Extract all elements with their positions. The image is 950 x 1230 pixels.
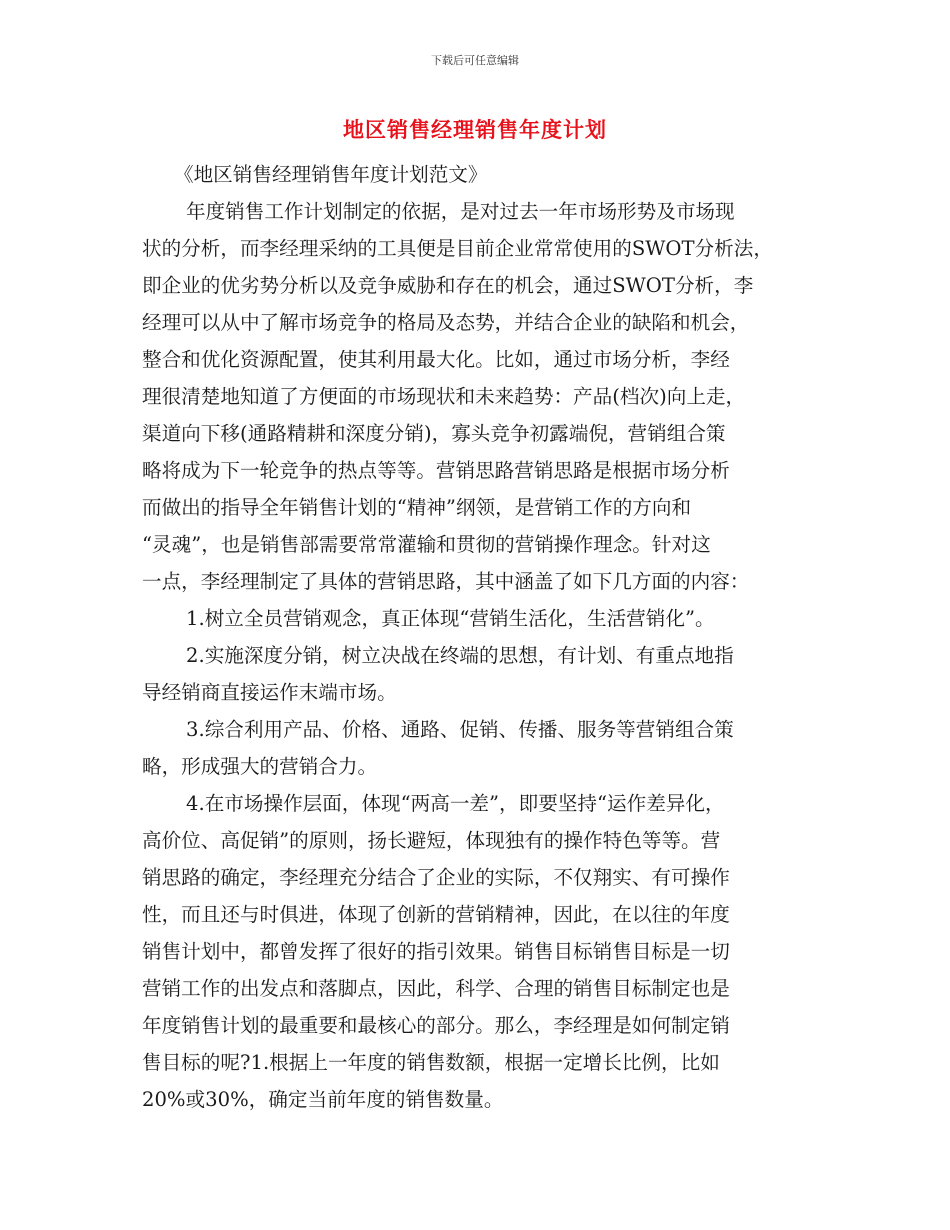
document-body: [142, 156, 814, 1118]
paragraph-line: 状的分析，而李经理采纳的工具便是目前企业常常使用的SWOT分析法，: [142, 237, 773, 260]
paragraph-line: 售目标的呢?1.根据上一年度的销售数额，根据一定增长比例，比如: [142, 1051, 720, 1074]
subtitle-line: 《地区销售经理销售年度计划范文》: [174, 163, 488, 186]
paragraph-line: 性，而且还与时俱进，体现了创新的营销精神，因此，在以往的年度: [142, 903, 730, 926]
paragraph-line: 而做出的指导全年销售计划的“精神”纲领，是营销工作的方向和: [142, 496, 692, 519]
list-item-2-cont: 导经销商直接运作末端市场。: [142, 681, 397, 704]
list-item-1: 1.树立全员营销观念，真正体现“营销生活化，生活营销化”。: [186, 607, 715, 630]
paragraph-line: 销思路的确定，李经理充分结合了企业的实际，不仅翔实、有可操作: [142, 866, 730, 889]
paragraph-line: 略将成为下一轮竞争的热点等等。营销思路营销思路是根据市场分析: [142, 459, 730, 482]
paragraph-line: 营销工作的出发点和落脚点，因此，科学、合理的销售目标制定也是: [142, 977, 730, 1000]
list-item-4: 4.在市场操作层面，体现“两高一差”，即要坚持“运作差异化，: [186, 792, 725, 815]
list-item-3-cont: 略，形成强大的营销合力。: [142, 755, 378, 778]
paragraph-line: 20%或30%，确定当前年度的销售数量。: [142, 1088, 504, 1111]
paragraph-line: 年度销售工作计划制定的依据，是对过去一年市场形势及市场现: [186, 200, 735, 223]
paragraph-line: “灵魂”，也是销售部需要常常灌输和贯彻的营销操作理念。针对这: [142, 533, 711, 556]
document-title: 地区销售经理销售年度计划: [343, 118, 607, 142]
paragraph-line: 年度销售计划的最重要和最核心的部分。那么，李经理是如何制定销: [142, 1014, 730, 1037]
paragraph-line: 高价位、高促销”的原则，扬长避短，体现独有的操作特色等等。营: [142, 829, 721, 852]
header-note: 下载后可任意编辑: [431, 54, 519, 67]
paragraph-line: 经理可以从中了解市场竞争的格局及态势，并结合企业的缺陷和机会，: [142, 311, 750, 334]
paragraph-line: 整合和优化资源配置，使其利用最大化。比如，通过市场分析，李经: [142, 348, 730, 371]
paragraph-line: 渠道向下移(通路精耕和深度分销)，寡头竞争初露端倪，营销组合策: [142, 422, 726, 445]
list-item-3: 3.综合利用产品、价格、通路、促销、传播、服务等营销组合策: [186, 718, 734, 741]
paragraph-line: 即企业的优劣势分析以及竞争威胁和存在的机会，通过SWOT分析，李: [142, 274, 754, 297]
paragraph-line: 理很清楚地知道了方便面的市场现状和未来趋势：产品(档次)向上走，: [142, 385, 746, 408]
paragraph-line: 一点，李经理制定了具体的营销思路，其中涵盖了如下几方面的内容：: [142, 570, 750, 593]
paragraph-line: 销售计划中，都曾发挥了很好的指引效果。销售目标销售目标是一切: [142, 940, 730, 963]
list-item-2: 2.实施深度分销，树立决战在终端的思想，有计划、有重点地指: [186, 644, 734, 667]
